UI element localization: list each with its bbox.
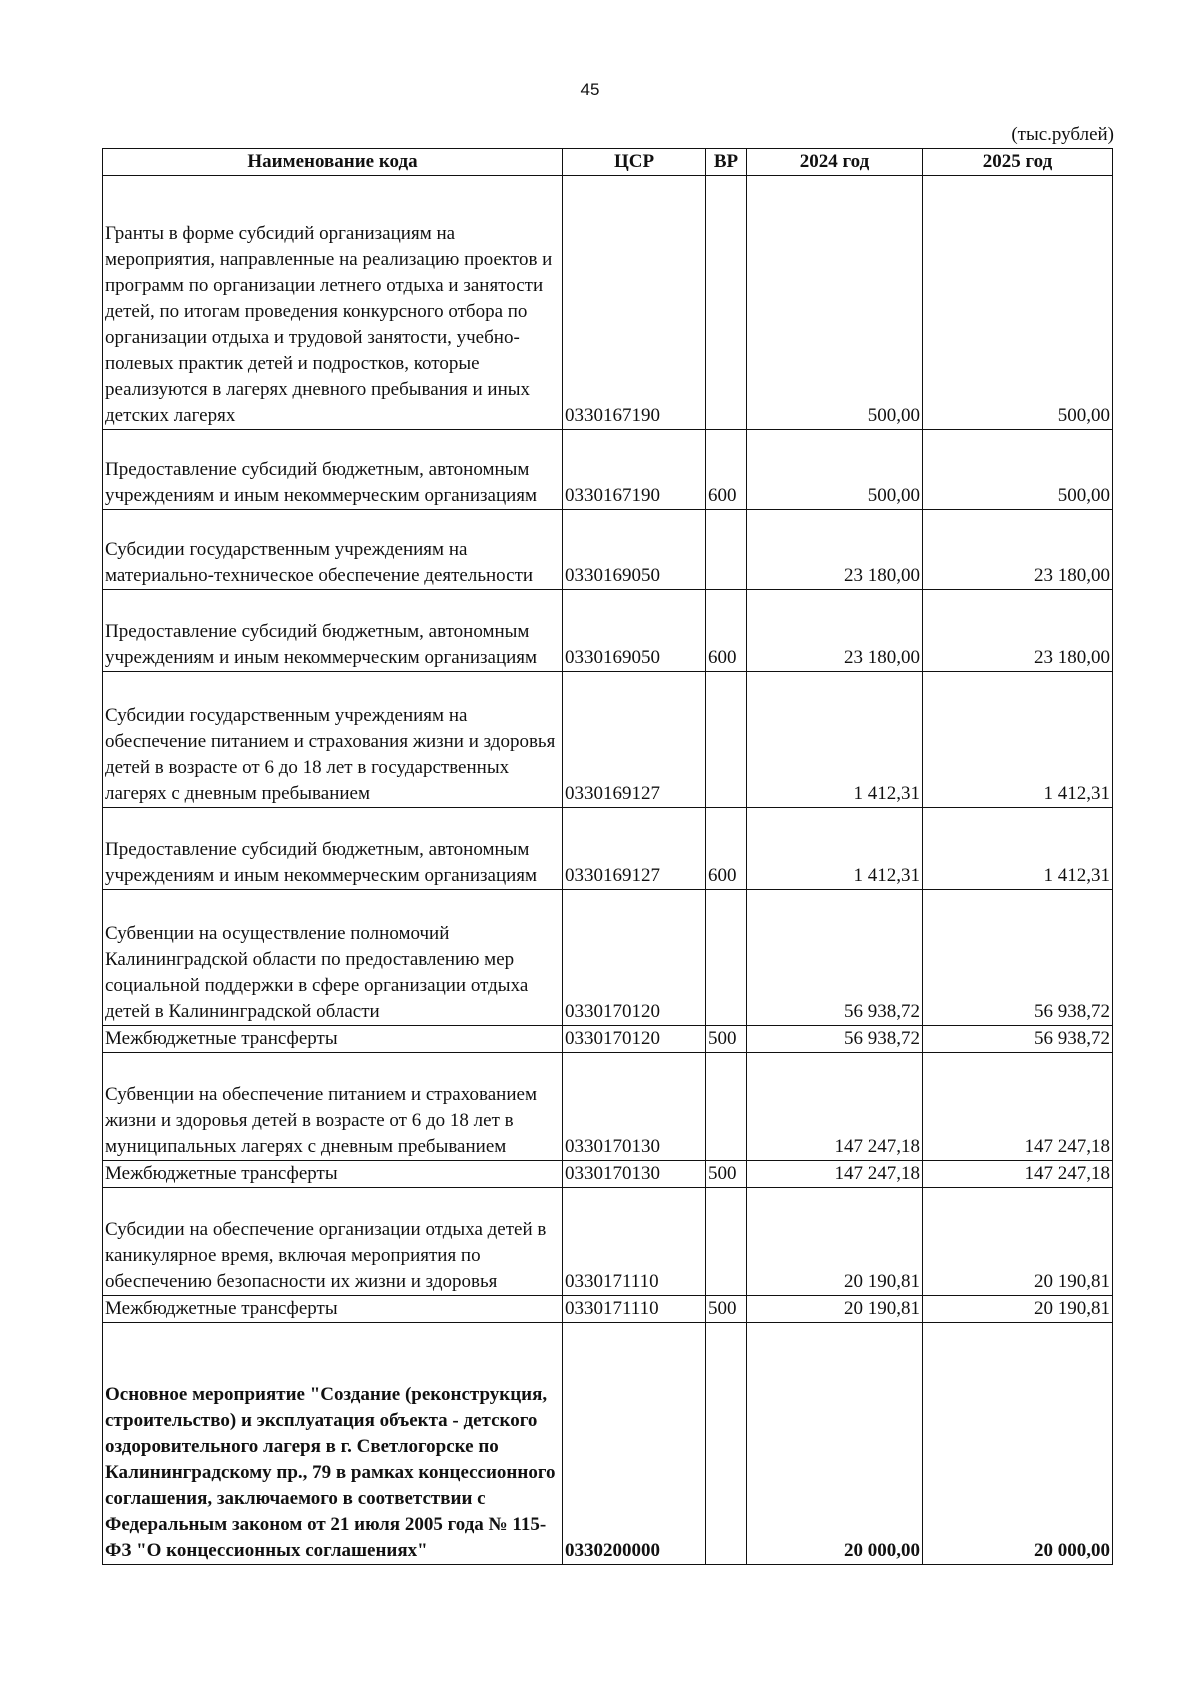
row-csr: 0330169127 bbox=[563, 672, 706, 808]
table-row bbox=[103, 808, 1113, 890]
row-2025: 147 247,18 bbox=[923, 1053, 1113, 1161]
units-note: (тыс.рублей) bbox=[1011, 124, 1114, 145]
row-vr: 600 bbox=[706, 808, 747, 890]
row-2025: 56 938,72 bbox=[923, 890, 1113, 1026]
row-2025: 20 000,00 bbox=[923, 1323, 1113, 1565]
row-vr bbox=[706, 1053, 747, 1161]
row-2025: 23 180,00 bbox=[923, 510, 1113, 590]
row-vr bbox=[706, 890, 747, 1026]
row-name: Субвенции на обеспечение питанием и страхованием жизни и здоровья детей в возрасте от 6 до 18 лет в муниципальных лагерях с дневным пребыванием bbox=[103, 1053, 563, 1161]
table-row bbox=[103, 1323, 1113, 1565]
row-name: Субсидии на обеспечение организации отдыха детей в каникулярное время, включая мероприятия по обеспечению безопасности их жизни и здоровья bbox=[103, 1188, 563, 1296]
row-name: Предоставление субсидий бюджетным, автономным учреждениям и иным некоммерческим организациям bbox=[103, 808, 563, 890]
row-vr: 600 bbox=[706, 590, 747, 672]
row-2024: 1 412,31 bbox=[747, 808, 923, 890]
row-csr: 0330200000 bbox=[563, 1323, 706, 1565]
row-name: Предоставление субсидий бюджетным, автономным учреждениям и иным некоммерческим организациям bbox=[103, 430, 563, 510]
row-2024: 20 190,81 bbox=[747, 1188, 923, 1296]
row-csr: 0330167190 bbox=[563, 176, 706, 430]
row-csr: 0330170130 bbox=[563, 1161, 706, 1188]
row-vr: 600 bbox=[706, 430, 747, 510]
row-vr: 500 bbox=[706, 1161, 747, 1188]
budget-table bbox=[102, 148, 1113, 1565]
row-csr: 0330169127 bbox=[563, 808, 706, 890]
table-row bbox=[103, 176, 1113, 430]
row-2025: 23 180,00 bbox=[923, 590, 1113, 672]
table-row bbox=[103, 510, 1113, 590]
table-row bbox=[103, 672, 1113, 808]
row-2025: 500,00 bbox=[923, 176, 1113, 430]
row-vr: 500 bbox=[706, 1026, 747, 1053]
row-2025: 56 938,72 bbox=[923, 1026, 1113, 1053]
row-name: Предоставление субсидий бюджетным, автономным учреждениям и иным некоммерческим организациям bbox=[103, 590, 563, 672]
row-name: Основное мероприятие "Создание (реконструкция, строительство) и эксплуатация объекта - детского оздоровительного лагеря в г. Светлогорске по Калининградскому пр., 79 в рамках концессионного соглашения, заключаемого в соответствии с Федеральным законом от 21 июля 2005 года № 115-ФЗ "О концессионных соглашениях" bbox=[103, 1323, 563, 1565]
row-2024: 20 000,00 bbox=[747, 1323, 923, 1565]
row-csr: 0330170120 bbox=[563, 890, 706, 1026]
table-row bbox=[103, 1296, 1113, 1323]
row-2025: 1 412,31 bbox=[923, 808, 1113, 890]
row-name: Субсидии государственным учреждениям на обеспечение питанием и страхования жизни и здоровья детей в возрасте от 6 до 18 лет в государственных лагерях с дневным пребыванием bbox=[103, 672, 563, 808]
page-number: 45 bbox=[580, 80, 600, 99]
row-vr bbox=[706, 1323, 747, 1565]
row-name: Межбюджетные трансферты bbox=[103, 1161, 563, 1188]
row-csr: 0330170130 bbox=[563, 1053, 706, 1161]
header-2025: 2025 год bbox=[923, 149, 1113, 176]
row-2024: 147 247,18 bbox=[747, 1053, 923, 1161]
table-row bbox=[103, 430, 1113, 510]
table-row bbox=[103, 590, 1113, 672]
row-2025: 1 412,31 bbox=[923, 672, 1113, 808]
table-row bbox=[103, 1053, 1113, 1161]
row-csr: 0330171110 bbox=[563, 1296, 706, 1323]
row-2024: 500,00 bbox=[747, 176, 923, 430]
row-vr bbox=[706, 510, 747, 590]
row-csr: 0330171110 bbox=[563, 1188, 706, 1296]
row-2025: 20 190,81 bbox=[923, 1188, 1113, 1296]
table-row bbox=[103, 1188, 1113, 1296]
row-csr: 0330169050 bbox=[563, 510, 706, 590]
table-row bbox=[103, 1161, 1113, 1188]
row-csr: 0330170120 bbox=[563, 1026, 706, 1053]
row-csr: 0330169050 bbox=[563, 590, 706, 672]
row-2024: 56 938,72 bbox=[747, 890, 923, 1026]
table-header-row bbox=[103, 149, 1113, 176]
row-2025: 500,00 bbox=[923, 430, 1113, 510]
row-2024: 56 938,72 bbox=[747, 1026, 923, 1053]
row-vr bbox=[706, 672, 747, 808]
row-name: Межбюджетные трансферты bbox=[103, 1026, 563, 1053]
row-2024: 20 190,81 bbox=[747, 1296, 923, 1323]
row-name: Субсидии государственным учреждениям на материально-техническое обеспечение деятельности bbox=[103, 510, 563, 590]
row-vr bbox=[706, 1188, 747, 1296]
row-2025: 20 190,81 bbox=[923, 1296, 1113, 1323]
table-row bbox=[103, 890, 1113, 1026]
header-csr: ЦСР bbox=[563, 149, 706, 176]
row-2024: 23 180,00 bbox=[747, 590, 923, 672]
row-2025: 147 247,18 bbox=[923, 1161, 1113, 1188]
header-vr: ВР bbox=[706, 149, 747, 176]
row-2024: 1 412,31 bbox=[747, 672, 923, 808]
row-csr: 0330167190 bbox=[563, 430, 706, 510]
row-name: Межбюджетные трансферты bbox=[103, 1296, 563, 1323]
table-row bbox=[103, 1026, 1113, 1053]
row-vr bbox=[706, 176, 747, 430]
header-2024: 2024 год bbox=[747, 149, 923, 176]
header-name: Наименование кода bbox=[103, 149, 563, 176]
row-2024: 147 247,18 bbox=[747, 1161, 923, 1188]
row-2024: 500,00 bbox=[747, 430, 923, 510]
row-vr: 500 bbox=[706, 1296, 747, 1323]
row-name: Субвенции на осуществление полномочий Калининградской области по предоставлению мер социальной поддержки в сфере организации отдыха детей в Калининградской области bbox=[103, 890, 563, 1026]
row-name: Гранты в форме субсидий организациям на мероприятия, направленные на реализацию проектов и программ по организации летнего отдыха и занятости детей, по итогам проведения конкурсного отбора по организации отдыха и трудовой занятости, учебно-полевых практик детей и подростков, которые реализуются в лагерях дневного пребывания и иных детских лагерях bbox=[103, 176, 563, 430]
row-2024: 23 180,00 bbox=[747, 510, 923, 590]
